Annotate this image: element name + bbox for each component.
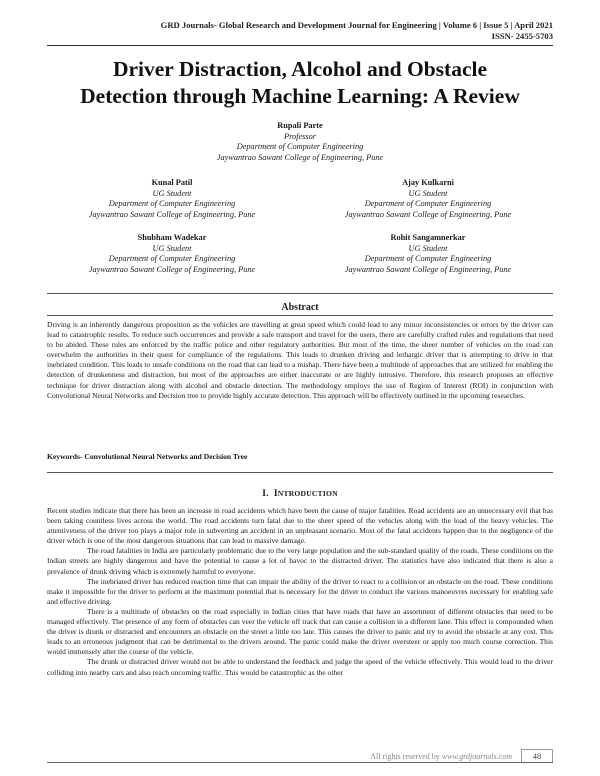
footer-divider <box>47 762 553 763</box>
journal-header <box>161 20 553 42</box>
author-lead <box>150 121 450 163</box>
author-shubham <box>47 233 297 275</box>
paragraph: The drunk or distracted driver would not be able to understand the feedback and judge the speed of the vehicle effectively. This would lead to the driver colliding into nearby cars and also reach oncoming traffic. This would be catastrophic as the other <box>47 657 553 677</box>
author-college: Jaywantrao Sawant College of Engineering, Pune <box>344 209 512 219</box>
author-name: Kunal Patil <box>151 178 193 187</box>
abstract-heading: Abstract <box>281 302 319 313</box>
abstract-text: Driving is an inherently dangerous proposition as the vehicles are travelling at great speed which could lead to any minor inconsistencies or errors by the driver can lead to catastrophic results. To reduce such occurrences and provide a safe transport and travel for the users, there are carefully crafted rules and regulations that need to be abided. These rules are enforced by the traffic police and other regulatory authorities. But most of the time, the sheer number of vehicles on the road can overwhelm the authorities in their quest for compliance of the regulations. This leads to drunken driving and lethargic driver that is attempting to drive in that inebriated condition. This leads to unsafe conditions on the road that can lead to a mishap. There have been a multitude of approaches that are utilized for enabling the detection of drunkenness and distraction, but most of the approaches are either inaccurate or are highly intrusive. Therefore, this research proposes an effective technique for driver distraction along with alcohol and obstacle detection. The methodology employs the use of Region of Interest (ROI) in conjunction with Convolutional Neural Networks and Decision tree to provide highly accurate detection. This approach will be effectively outlined in the upcoming researches. <box>47 320 553 400</box>
abstract-rule-top <box>47 293 553 294</box>
author-dept: Department of Computer Engineering <box>364 254 492 263</box>
paragraph: Recent studies indicate that there has been an increase in road accidents which have been the cause of major fatalities. Road accidents are an unnecessary evil that has been taking countless lives across the world. The road accidents turn fatal due to the sheer speed of the vehicles along with the load of the heavy vehicles. The attentiveness of the driver too plays a major role in subverting an accident in an unpleasant scenario. Most of the fatal accidents happen due to the negligence of the driver which is one of the most dangerous situations that can lead to massive damage. <box>47 506 553 546</box>
author-college: Jaywantrao Sawant College of Engineering, Pune <box>88 209 256 219</box>
footer-url[interactable]: www.grdjournals.com <box>441 752 512 761</box>
footer-rights <box>370 752 512 761</box>
author-role: UG Student <box>408 243 448 253</box>
author-role: UG Student <box>152 188 192 198</box>
section-numeral: I. <box>262 489 269 499</box>
author-college: Jaywantrao Sawant College of Engineering, Pune <box>88 264 256 274</box>
paragraph: There is a multitude of obstacles on the road especially in Indian cities that have roads that have an assortment of different obstacles that need to be managed effectively. The presence of any form of obstacles can veer the vehicle off track that can cause a collision in a different lane. This effect is compounded when the driver is drunk or distracted and encounters an obstacle on the street a little too late. This causes the driver to panic and try to avoid the obstacle at any cost. This leads to an erroneous judgment that can be detrimental to the drivers around. The panic could make the driver oversteer or apply too much course correction. This would immensely alter the course of the vehicle. <box>47 606 553 657</box>
author-college: Jaywantrao Sawant College of Engineering, Pune <box>216 152 384 162</box>
header-divider <box>47 45 553 46</box>
author-rohit <box>303 233 553 275</box>
author-dept: Department of Computer Engineering <box>236 142 364 151</box>
author-role: Professor <box>284 131 316 141</box>
footer-rights-prefix: All rights reserved by <box>370 752 440 761</box>
paragraph: The inebriated driver has reduced reaction time that can impair the ability of the driver to react to a collision or an obstacle on the road. These conditions make it impossible for the driver to perform at the maximum potential that is necessary for the driver to conduct the various manoeuvres necessary for enabling safe and effective driving. <box>47 576 553 606</box>
section-title-initial: I <box>273 489 278 499</box>
author-kunal <box>47 178 297 220</box>
keywords-rule <box>47 472 553 473</box>
author-dept: Department of Computer Engineering <box>364 199 492 208</box>
section-title-rest: NTRODUCTION <box>277 489 338 498</box>
author-role: UG Student <box>152 243 192 253</box>
author-name: Shubham Wadekar <box>137 233 207 242</box>
paper-title <box>40 56 560 110</box>
introduction-body <box>47 506 553 678</box>
author-ajay <box>303 178 553 220</box>
title-line-1: Driver Distraction, Alcohol and Obstacle <box>112 57 488 81</box>
issn: ISSN- 2455-5703 <box>491 31 553 41</box>
author-dept: Department of Computer Engineering <box>108 199 236 208</box>
page-number: 48 <box>521 749 553 763</box>
paragraph: The road fatalities in India are particularly problematic due to the very large population and the sub-standard quality of the roads. These conditions on the Indian streets are highly dangerous and have the potential to cause a lot of havoc to the distracted driver. The statistics have also indicated that there is also a prevalence of drunk driving which is extremely harmful to everyone. <box>47 546 553 576</box>
author-name: Ajay Kulkarni <box>402 178 454 187</box>
author-college: Jaywantrao Sawant College of Engineering, Pune <box>344 264 512 274</box>
title-line-2: Detection through Machine Learning: A Review <box>80 84 520 108</box>
section-heading-introduction <box>47 489 553 499</box>
keywords: Keywords- Convolutional Neural Networks and Decision Tree <box>47 452 248 461</box>
author-role: UG Student <box>408 188 448 198</box>
author-name: Rupali Parte <box>277 121 323 130</box>
author-name: Rohit Sangamnerkar <box>390 233 466 242</box>
abstract-rule-bottom <box>47 315 553 316</box>
journal-line: GRD Journals- Global Research and Development Journal for Engineering | Volume 6 | Issue 5 | April 2021 <box>160 20 553 30</box>
author-dept: Department of Computer Engineering <box>108 254 236 263</box>
